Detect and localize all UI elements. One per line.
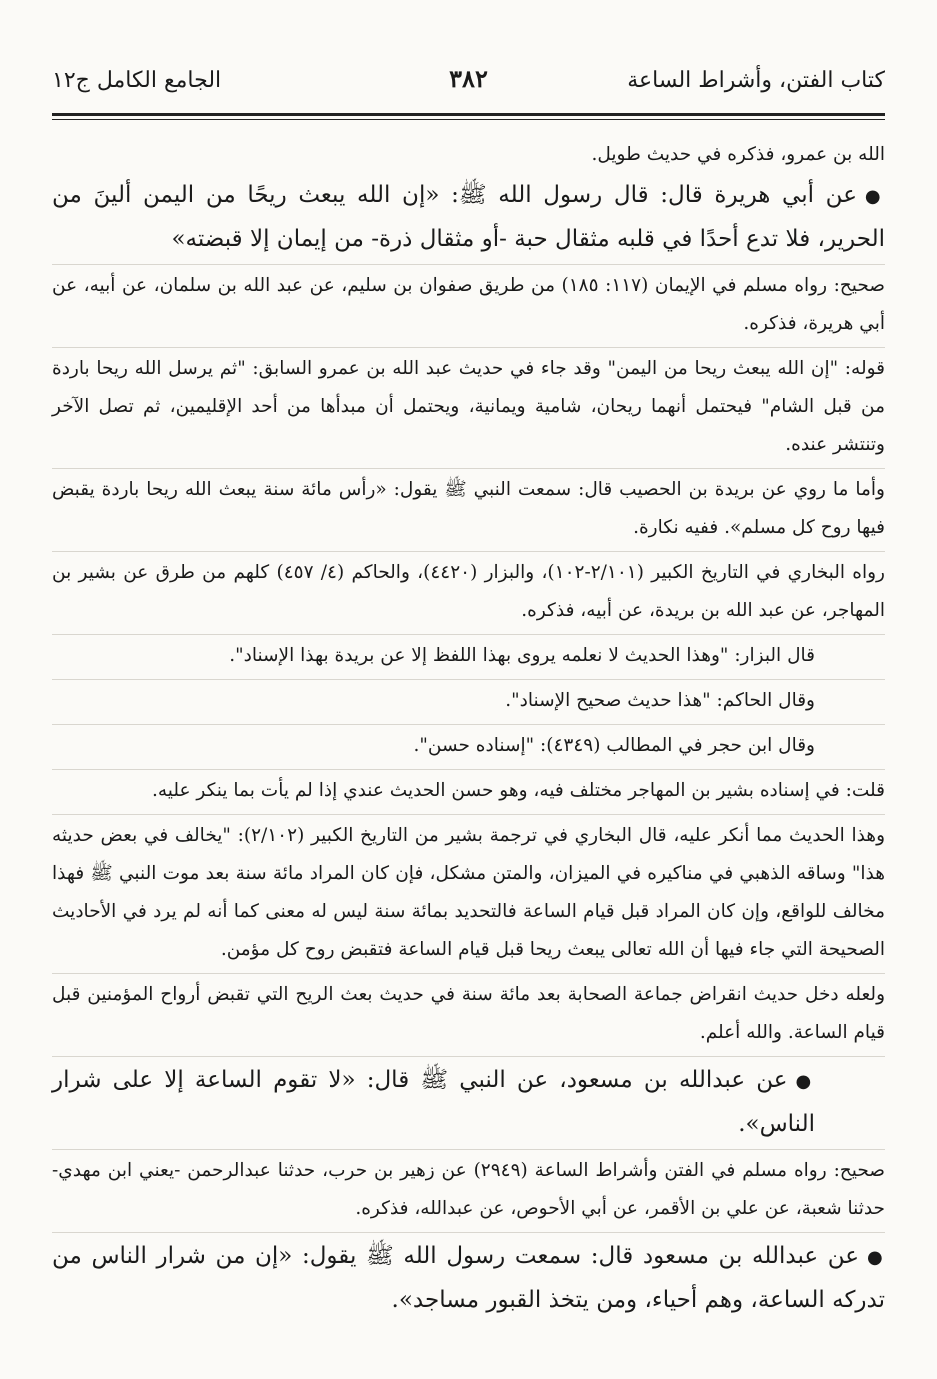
commentary-paragraph <box>52 468 885 547</box>
paragraph-text: عن عبدالله بن مسعود، عن النبي ﷺ قال: «لا تقوم الساعة إلا على شرار الناس». <box>52 1067 815 1137</box>
header-rule-thin <box>52 119 885 120</box>
paragraph-text: وقال الحاكم: "هذا حديث صحيح الإسناد". <box>505 690 815 711</box>
paragraph-text: صحيح: رواه مسلم في الإيمان (١١٧: ١٨٥) من طريق صفوان بن سليم، عن عبد الله بن سلمان، عن أبيه، عن أبي هريرة، فذكره. <box>52 275 885 334</box>
paragraph-text: صحيح: رواه مسلم في الفتن وأشراط الساعة (٢٩٤٩) عن زهير بن حرب، حدثنا عبدالرحمن -يعني ابن مهدي- حدثنا شعبة، عن علي بن الأقمر، عن أبي الأحوص، عن عبدالله، فذكره. <box>52 1160 885 1219</box>
paragraph-text: قلت: في إسناده بشير بن المهاجر مختلف فيه، وهو حسن الحديث عندي إذا لم يأت بما ينكر عليه. <box>151 780 885 801</box>
commentary-paragraph <box>52 973 885 1052</box>
paragraph-text: قوله: "إن الله يبعث ريحا من اليمن" وقد جاء في حديث عبد الله بن عمرو السابق: "ثم يرسل الله ريحا باردة من قبل الشام" فيحتمل أنهما ريحان، شامية ويمانية، ويحتمل أن مبدأها من أحد الإقليمين، ثم تصل الآخر وتنتشر عنده. <box>52 358 885 455</box>
volume-title: الجامع الكامل ج١٢ <box>52 68 222 93</box>
bullet-icon: ● <box>864 186 885 207</box>
hadith-paragraph <box>52 1232 885 1321</box>
commentary-paragraph <box>52 634 885 675</box>
commentary-paragraph <box>52 814 885 969</box>
paragraph-text: وأما ما روي عن بريدة بن الحصيب قال: سمعت النبي ﷺ يقول: «رأس مائة سنة يبعث الله ريحا باردة يقبض فيها روح كل مسلم». ففيه نكارة. <box>52 479 885 538</box>
commentary-paragraph <box>52 551 885 630</box>
paragraph-text: عن أبي هريرة قال: قال رسول الله ﷺ: «إن الله يبعث ريحًا من اليمن ألينَ من الحرير، فلا تدع أحدًا في قلبه مثقال حبة -أو مثقال ذرة- من إيمان إلا قبضته» <box>52 182 885 252</box>
commentary-paragraph <box>52 347 885 464</box>
commentary-paragraph <box>52 769 885 810</box>
hadith-paragraph <box>52 174 885 260</box>
paragraph-text: وقال ابن حجر في المطالب (٤٣٤٩): "إسناده حسن". <box>413 735 815 756</box>
paragraph-text: عن عبدالله بن مسعود قال: سمعت رسول الله ﷺ يقول: «إن من شرار الناس من تدركه الساعة، وهم أحياء، ومن يتخذ القبور مساجد». <box>52 1243 885 1313</box>
page-body <box>52 136 885 1321</box>
commentary-paragraph <box>52 264 885 343</box>
header-rule-thick <box>52 113 885 116</box>
bullet-icon: ● <box>866 1247 885 1268</box>
commentary-paragraph <box>52 679 885 720</box>
commentary-paragraph <box>52 1149 885 1228</box>
paragraph-text: ولعله دخل حديث انقراض جماعة الصحابة بعد مائة سنة في حديث بعث الريح التي تقبض أرواح المؤمنين قبل قيام الساعة. والله أعلم. <box>52 984 886 1043</box>
hadith-paragraph <box>52 1056 885 1145</box>
paragraph-text: وهذا الحديث مما أنكر عليه، قال البخاري في ترجمة بشير من التاريخ الكبير (٢/١٠٢): "يخالف في بعض حديثه هذا" وساقه الذهبي في مناكيره في الميزان، والمتن مشكل، فإن كان المراد مائة سنة بعد موت النبي ﷺ فهذا مخالف للواقع، وإن كان المراد قبل قيام الساعة فالتحديد بمائة سنة ليس له معنى كما أنه لم يرد في الأحاديث الصحيحة التي جاء فيها أن الله تعالى يبعث ريحا قبل قيام الساعة فتقبض روح كل مؤمن. <box>52 825 885 960</box>
paragraph-text: رواه البخاري في التاريخ الكبير (٢/١٠١-١٠٢)، والبزار (٤٤٢٠)، والحاكم (٤/ ٤٥٧) كلهم من طرق عن بشير بن المهاجر، عن عبد الله بن بريدة، عن أبيه، فذكره. <box>52 562 885 621</box>
book-title: كتاب الفتن، وأشراط الساعة <box>627 68 885 93</box>
paragraph-text: الله بن عمرو، فذكره في حديث طويل. <box>591 144 885 165</box>
commentary-paragraph <box>52 136 885 174</box>
bullet-icon: ● <box>795 1071 815 1092</box>
commentary-paragraph <box>52 724 885 765</box>
page-header <box>52 64 885 108</box>
paragraph-text: قال البزار: "وهذا الحديث لا نعلمه يروى بهذا اللفظ إلا عن بريدة بهذا الإسناد". <box>229 645 815 666</box>
page-number: ٣٨٢ <box>449 64 488 93</box>
